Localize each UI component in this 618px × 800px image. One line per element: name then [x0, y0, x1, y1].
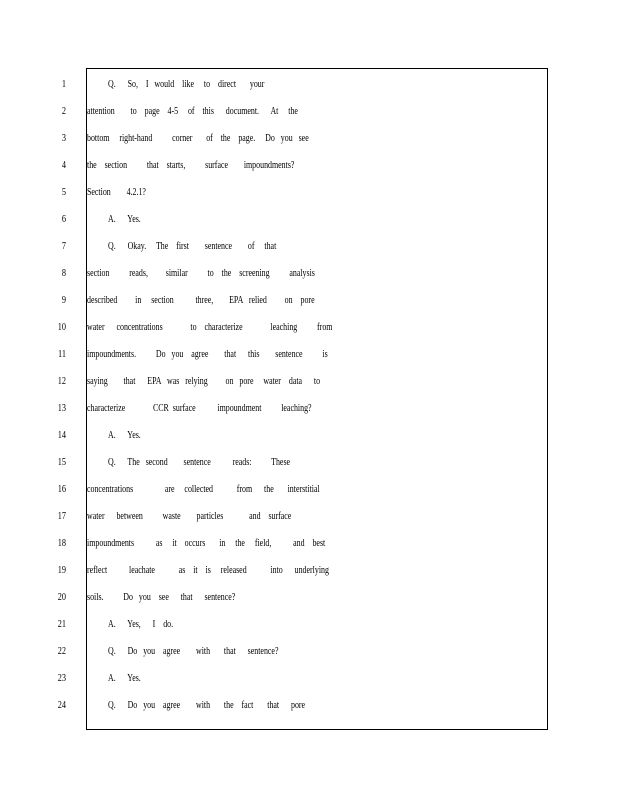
transcript-line: characterize CCR surface impoundment leaching? [87, 402, 312, 414]
transcript-line: Q. Okay. The first sentence of that [108, 240, 277, 252]
line-number: 2 [61, 105, 66, 117]
line-number: 18 [57, 537, 66, 549]
line-number: 4 [61, 159, 66, 171]
line-number: 7 [61, 240, 66, 252]
transcript-line: saying that EPA was relying on pore water data to [87, 375, 321, 387]
line-number: 9 [61, 294, 66, 306]
transcript-line: section reads, similar to the screening analysis [87, 267, 315, 279]
line-number: 12 [57, 375, 66, 387]
transcript-line: Section 4.2.1? [87, 186, 146, 198]
line-number: 21 [57, 618, 66, 630]
line-number: 22 [57, 645, 66, 657]
line-number: 17 [57, 510, 66, 522]
line-number: 6 [61, 213, 66, 225]
line-number: 24 [57, 699, 66, 711]
transcript-line: concentrations are collected from the interstitial [87, 483, 320, 495]
transcript-line: water concentrations to characterize leaching from [87, 321, 333, 333]
transcript-line: A. Yes. [108, 672, 141, 684]
transcript-line: Q. The second sentence reads: These [108, 456, 291, 468]
transcript-line: the section that starts, surface impoundments? [87, 159, 295, 171]
line-number: 5 [61, 186, 66, 198]
transcript-line: impoundments as it occurs in the field, and best [87, 537, 326, 549]
transcript-line: Q. So, I would like to direct your [108, 78, 265, 90]
transcript-line: A. Yes, I do. [108, 618, 174, 630]
transcript-line: bottom right-hand corner of the page. Do you see [87, 132, 309, 144]
line-number: 19 [57, 564, 66, 576]
transcript-line: water between waste particles and surface [87, 510, 292, 522]
transcript-line: A. Yes. [108, 213, 141, 225]
line-number: 10 [57, 321, 66, 333]
line-number: 20 [57, 591, 66, 603]
line-number: 23 [57, 672, 66, 684]
transcript-line: Q. Do you agree with that sentence? [108, 645, 279, 657]
line-number: 15 [57, 456, 66, 468]
transcript-line: reflect leachate as it is released into underlying [87, 564, 329, 576]
line-number: 3 [61, 132, 66, 144]
transcript-line: Q. Do you agree with the fact that pore [108, 699, 306, 711]
transcript-line: attention to page 4-5 of this document. At the [87, 105, 298, 117]
line-number: 8 [61, 267, 66, 279]
line-number: 13 [57, 402, 66, 414]
transcript-line: described in section three, EPA relied on pore [87, 294, 315, 306]
line-number: 11 [58, 348, 66, 360]
transcript-line: soils. Do you see that sentence? [87, 591, 236, 603]
transcript-line: A. Yes. [108, 429, 141, 441]
line-number: 1 [61, 78, 66, 90]
transcript-line: impoundments. Do you agree that this sentence is [87, 348, 328, 360]
line-number: 14 [57, 429, 66, 441]
line-number: 16 [57, 483, 66, 495]
